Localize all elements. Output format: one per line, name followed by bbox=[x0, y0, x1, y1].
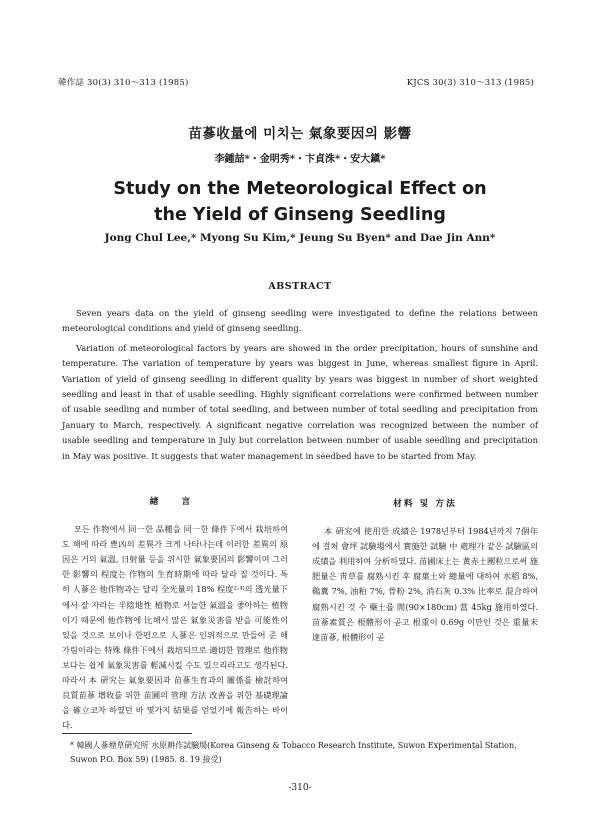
left-column bbox=[62, 495, 288, 733]
abstract-paragraph-1: Seven years data on the yield of ginseng seedling were investigated to define the relations between meteorological conditions and yield of ginseng seedling. bbox=[62, 308, 538, 334]
english-authors: Jong Chul Lee,* Myong Su Kim,* Jeung Su Byen* and Dae Jin Ann* bbox=[104, 232, 496, 244]
right-column bbox=[312, 487, 538, 645]
english-title-line1: Study on the Meteorological Effect on bbox=[113, 179, 487, 199]
korean-authors: 李鍾喆*・金明秀*・卞貞洙*・安大鎭* bbox=[214, 154, 386, 165]
english-title bbox=[0, 176, 600, 228]
affiliation-footnote: * 韓國人蔘煙草硏究所 水原耕作試驗場(Korea Ginseng & Tobacco Research Institute, Suwon Experimental Station, Suwon P.O. Box 59) (1985. 8. 19 接受) bbox=[70, 741, 517, 764]
english-title-line2: the Yield of Ginseng Seedling bbox=[154, 205, 446, 225]
intro-heading: 緖 言 bbox=[149, 497, 201, 507]
journal-citation-right: KJCS 30(3) 310〜313 (1985) bbox=[406, 78, 534, 88]
page-number: -310- bbox=[288, 783, 312, 793]
abstract-heading: ABSTRACT bbox=[268, 281, 332, 292]
intro-text: 모든 作物에서 同一한 品種을 同一한 條件下에서 栽培하여도 해에 따라 豊凶의 差異가 크게 나타나는데 이러한 差異의 原因은 거의 氣溫, 日射量 등을 위시한 氣象要因의 影響이며 그러한 影響의 程度는 作物의 生育時期에 따라 달라 질 것이다. 특히 人蔘은 他作物과는 달리 全光量의 18% 程度²·⁴⁾의 透光量下에서 잘 자라는 半陰地性 植物로 서늘한 氣溫을 좋아하는 植物이기 때문에 他作物에 比해서 많은 氣象災害를 받을 可能性이 있을 것으로 보이나 한편으로 人蔘은 인위적으로 만들어 준 해가림이라는 特殊 條件下에서 栽培되므로 適切한 管理로 他作物 보다는 쉽게 氣象災害를 輕減시킬 수도 있으리라고도 생각된다. 따라서 本 硏究는 氣象要因과 苗蔘生育과의 關係를 檢討하여 良質苗蔘 增收를 위한 苗圃의 管理 方法 改善을 위한 基礎理論을 確立코자 하였던 바 몇가지 結果를 얻었기에 報告하는 바이다. bbox=[62, 524, 288, 731]
journal-citation-left: 韓作誌 30(3) 310〜313 (1985) bbox=[58, 78, 189, 88]
methods-text: 本 硏究에 使用한 成績은 1978년부터 1984년까지 7個年에 걸쳐 會坪 試驗場에서 實施한 試驗 中 處理가 같은 試驗區의 成績을 利用하여 分析하였다. 苗圃床土는 黃赤土團粒으로써 施肥量은 靑草를 腐熟시킨 후 腐葉土와 總量에 대하여 水稻 8%, 鷄糞 7%, 油粕 7%, 骨粉 2%, 消石灰 0.3% 比率로 混合하여 腐熟시킨 것 수 藥土를 閒(90×180cm) 當 45kg 施用하였다. 苗蔘素質은 根體形이 곧고 根重이 0.69g 이만인 것은 重量未達苗蔘, 根體形이 곧 bbox=[312, 526, 538, 642]
abstract-paragraph-2: Variation of meteorological factors by years are showed in the order precipitation, hours of sunshine and temperature. The variation of temperature by years was biggest in June, whereas smallest figure in April. Variation of yield of ginseng seedling in different quality by years was biggest in number of short weighted seedling and least in that of usable seedling. Highly significant correlations were confirmed between number of usable seedling and number of total seedling, and between number of total seedling and precipitation from January to March, respectively. A significant negative correlation was recognized between the number of usable seedling and temperature in July but correlation between number of usable seedling and precipitation in May was positive. It suggests that water management in seedbed have to be started from May. bbox=[62, 342, 538, 461]
methods-heading: 材料 및 方法 bbox=[393, 499, 457, 509]
footnote-divider bbox=[62, 733, 192, 734]
korean-title: 苗蔘收量에 미치는 氣象要因의 影響 bbox=[188, 126, 412, 142]
abstract-body bbox=[62, 306, 538, 468]
